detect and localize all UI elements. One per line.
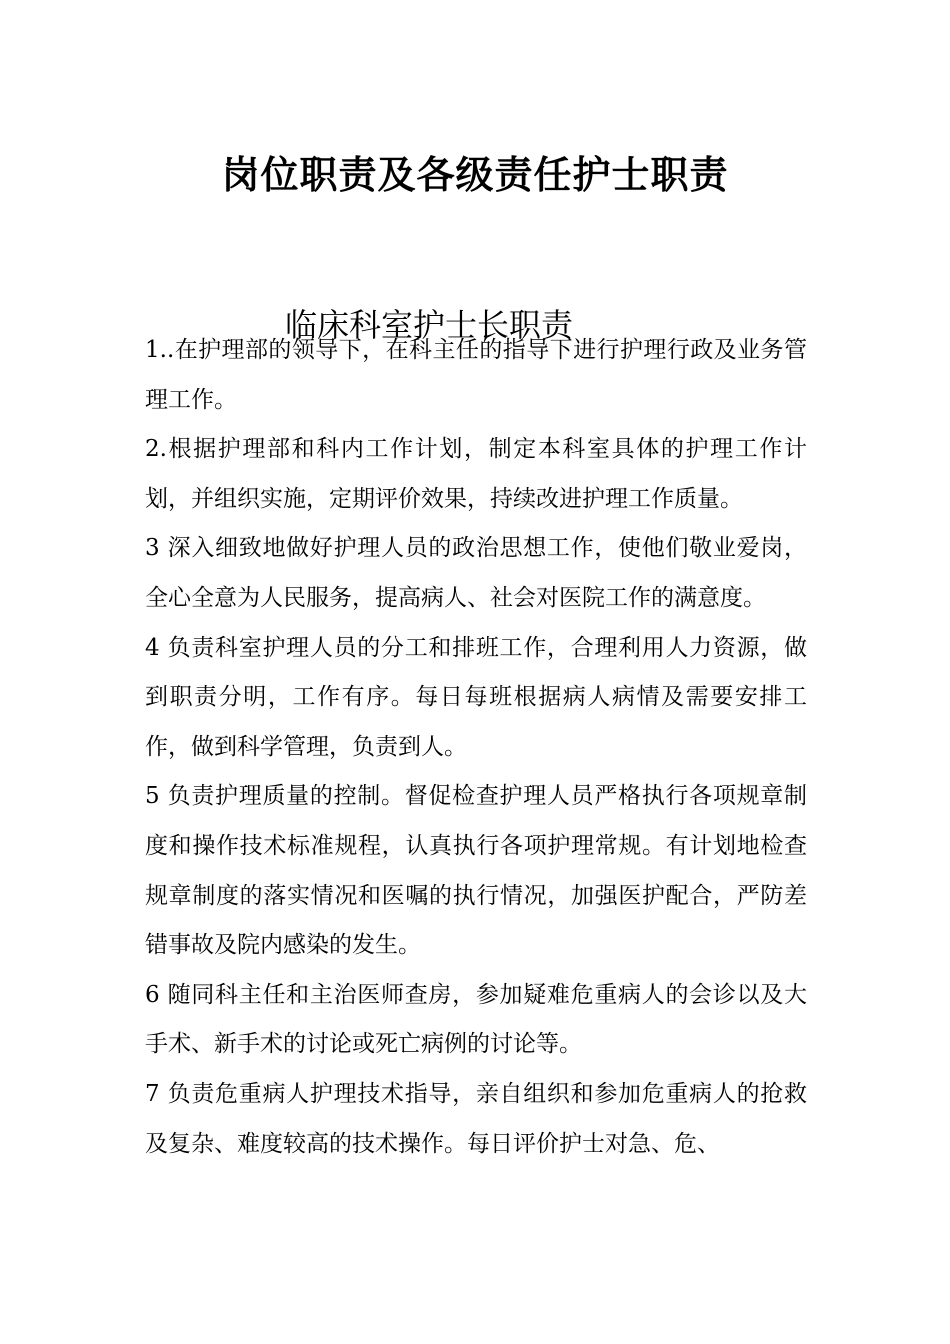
section-title: 临床科室护士长职责 — [285, 305, 574, 344]
paragraph-4: 4 负责科室护理人员的分工和排班工作，合理利用人力资源，做到职责分明，工作有序。每日每班根据病人病情及需要安排工作，做到科学管理，负责到人。 — [145, 634, 807, 760]
paragraph-2: 2.根据护理部和科内工作计划，制定本科室具体的护理工作计划，并组织实施，定期评价效果，持续改进护理工作质量。 — [145, 436, 807, 512]
page-title: 岗位职责及各级责任护士职责 — [221, 152, 729, 198]
paragraph-6: 6 随同科主任和主治医师查房，参加疑难危重病人的会诊以及大手术、新手术的讨论或死亡病例的讨论等。 — [145, 981, 807, 1058]
paragraph-5: 5 负责护理质量的控制。督促检查护理人员严格执行各项规章制度和操作技术标准规程，认真执行各项护理常规。有计划地检查规章制度的落实情况和医嘱的执行情况，加强医护配合，严防差错事故及院内感染的发生。 — [145, 783, 807, 959]
paragraph-7: 7 负责危重病人护理技术指导，亲自组织和参加危重病人的抢救及复杂、难度较高的技术操作。每日评价护士对急、危、 — [145, 1080, 807, 1157]
document-body — [145, 326, 807, 1169]
paragraph-1: 1..在护理部的领导下，在科主任的指导下进行护理行政及业务管理工作。 — [145, 337, 807, 413]
paragraph-3: 3 深入细致地做好护理人员的政治思想工作，使他们敬业爱岗，全心全意为人民服务，提高病人、社会对医院工作的满意度。 — [145, 535, 807, 611]
